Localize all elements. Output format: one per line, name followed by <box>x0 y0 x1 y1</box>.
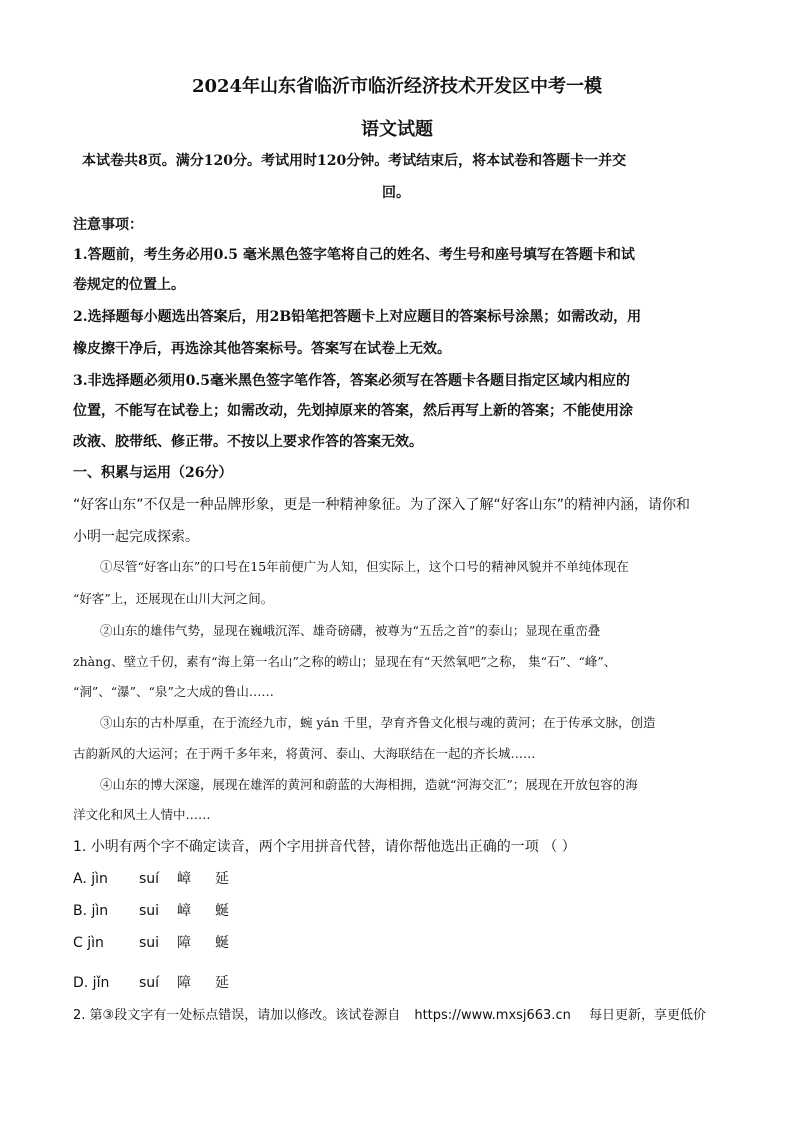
exam-subtitle: 语文试题 <box>361 119 433 140</box>
note-line: 3.非选择题必须用0.5毫米黑色签字笔作答，答案必须写在答题卡各题目指定区域内相应的 <box>73 373 630 389</box>
passage-line: zhàng、壁立千仞，素有“海上第一名山”之称的崂山；显现在有“天然氧吧”之称， 集“石”、“峰”、 <box>73 654 617 669</box>
intro-line-1: 本试卷共8页。满分120分。考试用时120分钟。考试结束后，将本试卷和答题卡一并交 <box>82 153 627 169</box>
question-2-tail: 每日更新，享更低价 <box>589 1008 707 1023</box>
option-a[interactable] <box>73 868 229 888</box>
option-a-char-2: 延 <box>215 871 229 887</box>
intro-line-2: 回。 <box>382 185 410 201</box>
passage-line: 古韵新风的大运河；在于两千多年来，将黄河、泰山、大海联结在一起的齐长城…… <box>73 746 536 761</box>
lead-line-1: “好客山东”不仅是一种品牌形象，更是一种精神象征。为了深入了解“好客山东”的精神内涵，请你和 <box>73 497 691 513</box>
question-2-stem <box>73 1004 706 1023</box>
exam-title: 2024年山东省临沂市临沂经济技术开发区中考一模 <box>191 76 603 97</box>
passage-line: ④山东的博大深邃，展现在雄浑的黄河和蔚蓝的大海相拥，造就“河海交汇”；展现在开放包容的海 <box>100 777 638 792</box>
option-c[interactable] <box>73 932 229 952</box>
note-line: 橡皮擦干净后，再选涂其他答案标号。答案写在试卷上无效。 <box>73 341 451 357</box>
option-c-char-2: 蜒 <box>215 935 229 951</box>
option-b[interactable] <box>73 900 229 920</box>
option-a-char-1: 嶂 <box>177 871 191 887</box>
option-a-pinyin-1: A. jìn <box>73 871 108 887</box>
option-a-pinyin-2: suí <box>139 871 160 887</box>
source-link[interactable]: https://www.mxsj663.cn <box>414 1008 571 1023</box>
option-d-char-1: 障 <box>177 975 191 991</box>
lead-line-2: 小明一起完成探索。 <box>73 529 199 545</box>
option-d-pinyin-1: D. jǐn <box>73 975 110 991</box>
option-c-pinyin-1: C jìn <box>73 935 104 951</box>
option-c-pinyin-2: sui <box>139 935 160 951</box>
option-c-char-1: 障 <box>177 935 191 951</box>
passage-line: “好客”上，还展现在山川大河之间。 <box>73 591 274 606</box>
note-line: 卷规定的位置上。 <box>73 277 185 293</box>
note-line: 位置，不能写在试卷上；如需改动，先划掉原来的答案，然后再写上新的答案；不能使用涂 <box>73 403 633 419</box>
note-line: 2.选择题每小题选出答案后，用2B铅笔把答题卡上对应题目的答案标号涂黑；如需改动，用 <box>73 309 642 325</box>
question-1-stem: 1. 小明有两个字不确定读音，两个字用拼音代替，请你帮他选出正确的一项 （ ） <box>73 839 576 855</box>
option-b-char-1: 嶂 <box>177 903 191 919</box>
option-d[interactable] <box>73 972 229 992</box>
option-b-pinyin-1: B. jìn <box>73 903 109 919</box>
option-d-char-2: 延 <box>215 975 229 991</box>
option-b-pinyin-2: sui <box>139 903 160 919</box>
section-heading: 一、积累与运用（26分） <box>73 465 233 481</box>
passage-line: ③山东的古朴厚重，在于流经九市，蜿 yán 千里，孕育齐鲁文化根与魂的黄河；在于传承文脉，创造 <box>100 715 656 730</box>
passage-line: “洞”、“瀑”、“泉”之大成的鲁山…… <box>73 684 274 699</box>
option-d-pinyin-2: suí <box>139 975 160 991</box>
question-2-text: 2. 第③段文字有一处标点错误，请加以修改。该试卷源自 <box>73 1008 401 1023</box>
passage-line: ①尽管“好客山东”的口号在15年前便广为人知，但实际上，这个口号的精神风貌并不单纯体现在 <box>100 559 629 574</box>
passage-line: 洋文化和风土人情中…… <box>73 807 211 822</box>
notes-heading: 注意事项： <box>73 217 143 233</box>
passage-line: ②山东的雄伟气势，显现在巍峨沉浑、雄奇磅礴，被尊为“五岳之首”的泰山；显现在重峦叠 <box>100 623 601 638</box>
note-line: 1.答题前，考生务必用0.5 毫米黑色签字笔将自己的姓名、考生号和座号填写在答题卡和试 <box>73 247 635 263</box>
option-b-char-2: 蜒 <box>215 903 229 919</box>
note-line: 改液、胶带纸、修正带。不按以上要求作答的答案无效。 <box>73 434 423 450</box>
